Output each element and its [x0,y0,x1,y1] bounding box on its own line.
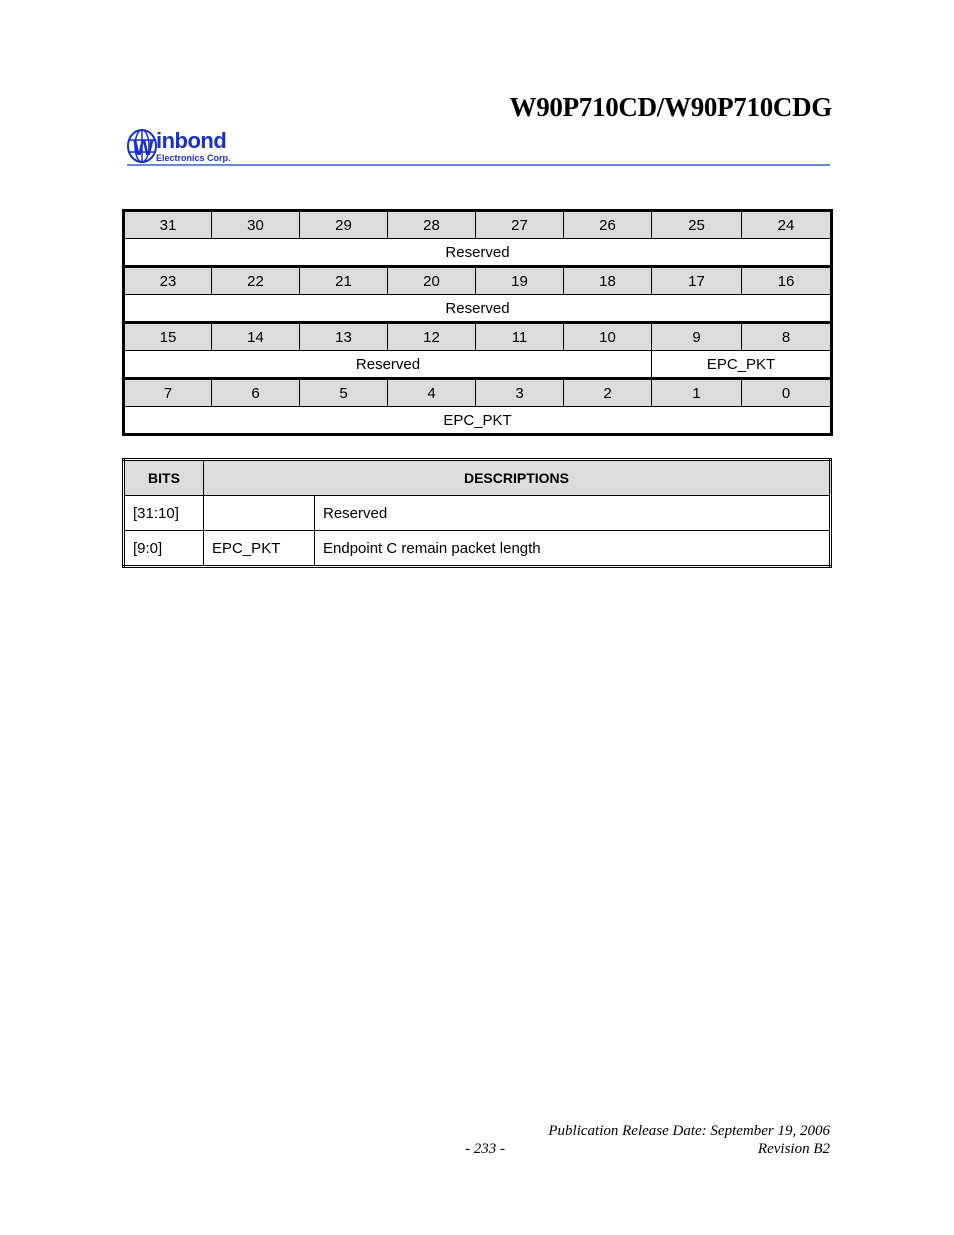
bit-number-cell: 13 [300,323,388,351]
description-cell: Reserved [315,496,831,531]
winbond-logo [127,126,252,166]
logo-subtitle: Electronics Corp. [156,153,231,163]
bit-number-cell: 0 [742,379,832,407]
table-row [124,496,831,531]
bit-number-cell: 29 [300,211,388,239]
bit-number-row [124,379,832,407]
bit-field-cell: Reserved [124,295,832,323]
bit-number-cell: 30 [212,211,300,239]
bit-field-row [124,295,832,323]
bit-field-cell: EPC_PKT [124,407,832,435]
header-divider [127,164,830,166]
bit-field-cell: EPC_PKT [652,351,832,379]
bit-number-cell: 6 [212,379,300,407]
bit-number-row [124,211,832,239]
bit-number-cell: 26 [564,211,652,239]
bits-header: BITS [124,460,204,496]
bit-number-cell: 24 [742,211,832,239]
field-name-cell: EPC_PKT [204,531,315,567]
bit-description-table [122,458,832,568]
bit-number-cell: 28 [388,211,476,239]
bit-number-cell: 23 [124,267,212,295]
logo-wordmark: inbond [156,128,227,153]
bit-number-cell: 16 [742,267,832,295]
logo-initial: W [133,135,154,160]
table-row [124,531,831,567]
revision: Revision B2 [757,1141,830,1157]
bit-number-row [124,267,832,295]
bit-number-row [124,323,832,351]
bit-number-cell: 8 [742,323,832,351]
bit-number-cell: 1 [652,379,742,407]
bit-number-cell: 7 [124,379,212,407]
bit-number-cell: 22 [212,267,300,295]
bit-number-cell: 4 [388,379,476,407]
bit-number-cell: 14 [212,323,300,351]
bit-number-cell: 11 [476,323,564,351]
globe-logo-icon [127,126,159,166]
field-name-cell [204,496,315,531]
bit-field-row [124,239,832,267]
bit-number-cell: 9 [652,323,742,351]
description-cell: Endpoint C remain packet length [315,531,831,567]
bit-number-cell: 25 [652,211,742,239]
bit-field-row [124,351,832,379]
bit-number-cell: 20 [388,267,476,295]
bit-number-cell: 2 [564,379,652,407]
bit-field-cell: Reserved [124,239,832,267]
bits-cell: [9:0] [124,531,204,567]
bit-field-row [124,407,832,435]
bit-field-cell: Reserved [124,351,652,379]
descriptions-header: DESCRIPTIONS [204,460,831,496]
bits-cell: [31:10] [124,496,204,531]
bit-number-cell: 27 [476,211,564,239]
bit-number-cell: 31 [124,211,212,239]
bit-number-cell: 21 [300,267,388,295]
bit-number-cell: 5 [300,379,388,407]
bit-number-cell: 17 [652,267,742,295]
bit-number-cell: 3 [476,379,564,407]
bit-number-cell: 19 [476,267,564,295]
page-number: - 233 - [465,1141,505,1157]
register-bit-table [122,209,833,436]
bit-number-cell: 18 [564,267,652,295]
bit-number-cell: 15 [124,323,212,351]
bit-number-cell: 10 [564,323,652,351]
bit-number-cell: 12 [388,323,476,351]
publication-date: Publication Release Date: September 19, 2006 [548,1123,830,1139]
document-title: W90P710CD/W90P710CDG [509,92,832,122]
